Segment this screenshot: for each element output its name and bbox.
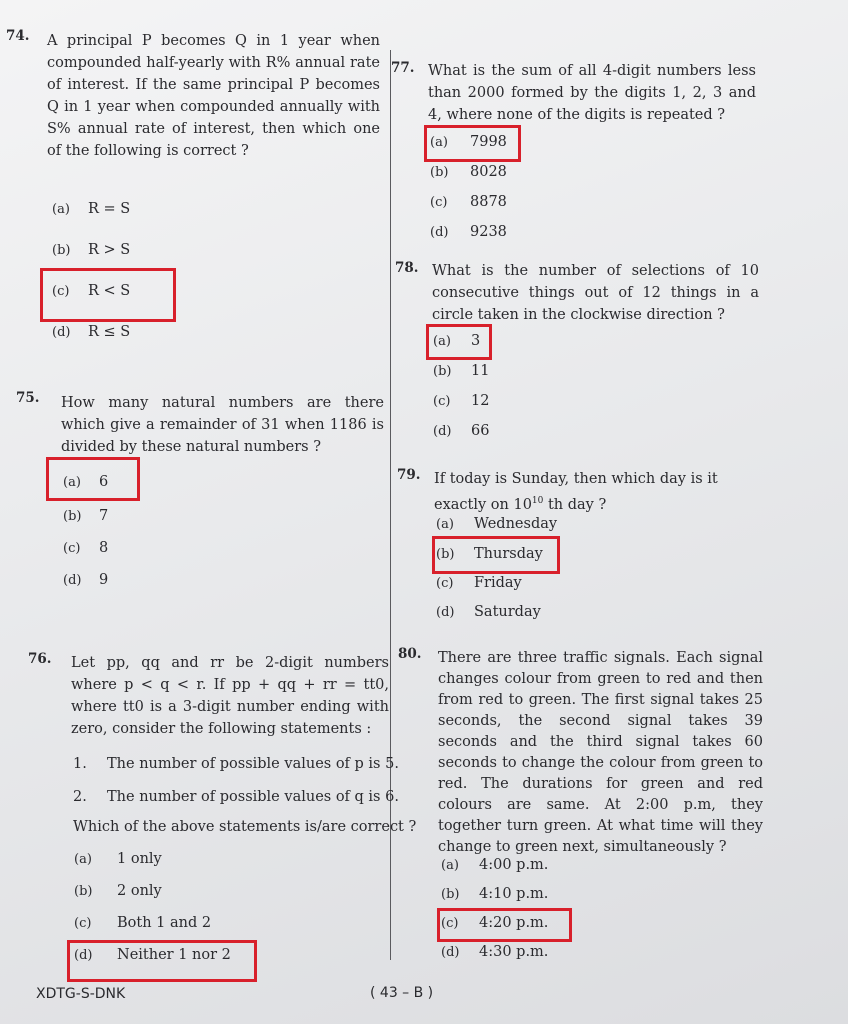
q76-number: 76. [28, 651, 52, 667]
q77-number: 77. [391, 60, 415, 76]
q80-option-d-text: 4:30 p.m. [479, 944, 549, 960]
q77-option-d[interactable]: (d) 9238 [430, 224, 507, 240]
q78-option-a-text: 3 [471, 333, 481, 349]
q77-answer-highlight [424, 125, 521, 162]
q74-text: A principal P becomes Q in 1 year when compounded half-yearly with R% annual rate of interest. If the same principal P becomes Q in 1 year when compounded annually with S% annual rate of interest, then which one of the following is correct ? [47, 33, 380, 159]
q74-option-a[interactable]: (a) R = S [52, 201, 131, 217]
q79-answer-highlight [432, 536, 560, 574]
q76-option-b-text: 2 only [117, 883, 162, 899]
q77-text: What is the sum of all 4-digit numbers less than 2000 formed by the digits 1, 2, 3 and 4, where none of the digits is repeated ? [428, 63, 756, 123]
q80-option-b[interactable]: (b) 4:10 p.m. [441, 886, 549, 902]
q78-answer-highlight [426, 324, 492, 360]
q80-option-d[interactable]: (d) 4:30 p.m. [441, 944, 549, 960]
q75-answer-highlight [46, 457, 140, 501]
q75-number: 75. [16, 390, 40, 406]
q80-option-c-text: 4:20 p.m. [479, 915, 549, 931]
q78-option-d-text: 66 [471, 423, 490, 439]
q78-option-d[interactable]: (d) 66 [433, 423, 490, 439]
footer-code: XDTG-S-DNK [36, 986, 126, 1002]
q77-option-c-text: 8878 [470, 194, 507, 210]
q75-option-b-text: 7 [99, 508, 109, 524]
q80-option-a-text: 4:00 p.m. [479, 857, 549, 873]
q74-option-a-text: R = S [88, 201, 131, 217]
q79-option-d[interactable]: (d) Saturday [436, 604, 541, 620]
q75-option-c-text: 8 [99, 540, 109, 556]
q79-text: If today is Sunday, then which day is it exactly on $10^{10}$ th day ? [434, 471, 718, 513]
q76-option-c[interactable]: (c) Both 1 and 2 [74, 915, 212, 931]
q78-option-c[interactable]: (c) 12 [433, 393, 490, 409]
q78-option-c-text: 12 [471, 393, 490, 409]
q74-number: 74. [6, 28, 30, 44]
q80-option-b-text: 4:10 p.m. [479, 886, 549, 902]
q79-option-d-text: Saturday [474, 604, 541, 620]
q77-option-a-text: 7998 [470, 134, 507, 150]
q77-option-a[interactable]: (a) 7998 [430, 134, 507, 150]
q74-option-b-text: R > S [88, 242, 131, 258]
q80-option-c[interactable]: (c) 4:20 p.m. [441, 915, 549, 931]
q76-option-c-text: Both 1 and 2 [117, 915, 212, 931]
page-number: ( 43 – B ) [370, 985, 434, 1001]
q80-text: There are three traffic signals. Each signal changes colour from green to red and then from red to green. The first signal takes 25 seconds, the second signal takes 39 seconds and the third signal takes 60 seconds to change the colour from green to red. The durations for green and red colours are same. At 2:00 p.m, they together turn green. At what time will they change to green next, simultaneously ? [438, 650, 763, 855]
q74-option-b[interactable]: (b) R > S [52, 242, 131, 258]
q76-text: Let pp, qq and rr be 2-digit numbers where p < q < r. If pp + qq + rr = tt0, where tt0 is a 3-digit number ending with zero, consider the following statements : [71, 655, 389, 737]
q76-option-a-text: 1 only [117, 851, 162, 867]
q75-option-a[interactable]: (a) 6 [63, 474, 109, 490]
q78-option-a[interactable]: (a) 3 [433, 333, 481, 349]
q74-option-c[interactable]: (c) R < S [52, 283, 131, 299]
q76-option-d[interactable]: (d) Neither 1 nor 2 [74, 947, 231, 963]
q77-option-d-text: 9238 [470, 224, 507, 240]
q79-option-a[interactable]: (a) Wednesday [436, 516, 558, 532]
q75-option-d[interactable]: (d) 9 [63, 572, 109, 588]
q76-answer-highlight [67, 940, 257, 982]
q76-statement-1: 1. The number of possible values of p is 5. [73, 756, 399, 772]
q74-answer-highlight [40, 268, 176, 322]
q75-text: How many natural numbers are there which give a remainder of 31 when 1186 is divided by these natural numbers ? [61, 395, 384, 455]
q79-option-b[interactable]: (b) Thursday [436, 546, 543, 562]
q76-ask: Which of the above statements is/are correct ? [73, 819, 417, 835]
q78-option-b-text: 11 [471, 363, 490, 379]
q77-option-c[interactable]: (c) 8878 [430, 194, 507, 210]
q78-number: 78. [395, 260, 419, 276]
q74-option-c-text: R < S [88, 283, 131, 299]
q79-option-c[interactable]: (c) Friday [436, 575, 522, 591]
q75-option-a-text: 6 [99, 474, 109, 490]
q76-option-d-text: Neither 1 nor 2 [117, 947, 231, 963]
q77-option-b[interactable]: (b) 8028 [430, 164, 507, 180]
q76-option-a[interactable]: (a) 1 only [74, 851, 162, 867]
q78-text: What is the number of selections of 10 consecutive things out of 12 things in a circle taken in the clockwise direction ? [432, 263, 759, 323]
q77-option-b-text: 8028 [470, 164, 507, 180]
q75-option-b[interactable]: (b) 7 [63, 508, 109, 524]
q80-answer-highlight [437, 908, 572, 942]
q80-number: 80. [398, 646, 422, 662]
q79-option-a-text: Wednesday [474, 516, 558, 532]
q79-option-b-text: Thursday [474, 546, 543, 562]
q76-statement-2: 2. The number of possible values of q is 6. [73, 789, 399, 805]
q80-option-a[interactable]: (a) 4:00 p.m. [441, 857, 549, 873]
q75-option-c[interactable]: (c) 8 [63, 540, 109, 556]
q76-option-b[interactable]: (b) 2 only [74, 883, 162, 899]
q75-option-d-text: 9 [99, 572, 109, 588]
q74-option-d[interactable]: (d) R ≤ S [52, 324, 131, 340]
q74-option-d-text: R ≤ S [88, 324, 131, 340]
q79-number: 79. [397, 467, 421, 483]
q79-option-c-text: Friday [474, 575, 522, 591]
q78-option-b[interactable]: (b) 11 [433, 363, 490, 379]
